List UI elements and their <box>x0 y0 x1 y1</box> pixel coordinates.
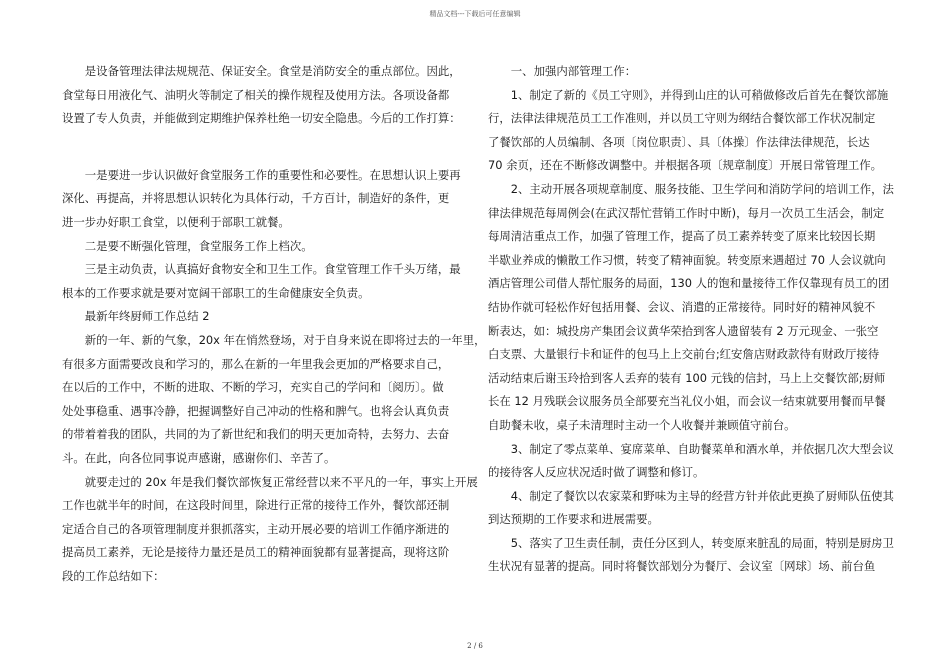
text-line: 的带着着我的团队，共同的为了新世纪和我们的明天更加奇特，去努力、去奋 <box>62 427 450 442</box>
paragraph-gap <box>62 131 464 164</box>
text-line: 工作也就半年的时间，在这段时间里，除进行正常的接待工作外，餐饮部还制 <box>62 498 450 513</box>
text-line: 白支票、大量银行卡和证件的包马上上交前台;红安詹店财政款待有财政厅接待 <box>488 347 880 362</box>
text-line: 断表达，如：城投房产集团会议黄华荣拾到客人遗留装有 2 万元现金、一张空 <box>488 323 879 338</box>
text-line: 每周清洁重点工作，加强了管理工作，提高了员工素养转变了原来比较因长期 <box>488 229 876 244</box>
text-line: 食堂每日用液化气、油明火等制定了相关的操作规程及使用方法。各项设备都 <box>62 87 450 102</box>
text-line: 一是要进一步认识做好食堂服务工作的重要性和必要性。在思想认识上要再 <box>62 167 461 182</box>
text-line: 的接待客人反应状况适时做了调整和修订。 <box>488 465 705 480</box>
left-column <box>62 60 486 588</box>
right-column <box>488 60 894 579</box>
text-line: 深化、再提高，并将思想认识转化为具体行动，千方百计，制造好的条件，更 <box>62 191 450 206</box>
text-line: 活动结束后谢玉玲拾到客人丢弃的装有 100 元钱的信封，马上上交餐饮部;厨师 <box>488 370 886 385</box>
text-line: 长在 12 月残联会议服务员全部要充当礼仪小姐，而会议一结束就要用餐而早餐 <box>488 394 886 409</box>
text-line: 提高员工素养，无论是接待力量还是员工的精神面貌都有显著提高，现将这阶 <box>62 545 450 560</box>
text-line: 酒店管理公司借人帮忙服务的局面，130 人的饱和量接待工作仅靠现有员工的团 <box>488 276 890 291</box>
text-line: 根本的工作要求就是要对宽阔干部职工的生命健康安全负责。 <box>62 285 370 300</box>
text-line: 4、制定了餐饮以农家菜和野味为主导的经营方针并依此更换了厨师队伍使其 <box>488 488 894 503</box>
text-line: 生状况有显著的提高。同时将餐饮部划分为餐厅、会议室〔网球〕场、前台鱼 <box>488 559 876 574</box>
text-line: 5、落实了卫生责任制，责任分区到人，转变原来脏乱的局面，特别是厨房卫 <box>488 535 894 550</box>
section-heading: 一、加强内部管理工作： <box>488 64 637 78</box>
text-line: 自助餐未收，桌子未清理时主动一个人收餐并兼顾值守前台。 <box>488 417 796 432</box>
text-line: 定适合自己的各项管理制度并狠抓落实，主动开展必要的培训工作循序渐进的 <box>62 521 450 536</box>
text-line: 半歇业养成的懒散工作习惯，转变了精神面貌。转变原来遇超过 70 人会议就向 <box>488 252 886 267</box>
text-line: 二是要不断强化管理，食堂服务工作上档次。 <box>62 238 313 253</box>
page-header: 精品文档---下载后可任意编辑 <box>429 10 521 18</box>
text-line: 3、制定了零点菜单、宴席菜单、自助餐菜单和酒水单，并依据几次大型会议 <box>488 441 894 456</box>
text-line: 斗。在此，向各位同事说声感谢，感谢你们、辛苦了。 <box>62 450 336 465</box>
section-heading: 最新年终厨师工作总结 2 <box>62 309 210 324</box>
text-line: 1、制定了新的《员工守则》，并得到山庄的认可稍做修改后首先在餐饮部施 <box>488 87 889 102</box>
text-line: 了餐饮部的人员编制、各项〔岗位职责〕、具〔体操〕作法律法律规范，长达 <box>488 134 870 149</box>
text-line: 行，法律法律规范员工工作准则，并以员工守则为纲结合餐饮部工作状况制定 <box>488 111 876 126</box>
text-line: 段的工作总结如下： <box>62 568 165 583</box>
text-line: 70 余页，还在不断修改调整中。并根据各项〔规章制度〕开展日常管理工作。 <box>488 158 883 173</box>
text-line: 新的一年、新的气象，20x 年在悄然登场，对于自身来说在即将过去的一年里， <box>62 332 486 347</box>
text-line: 有很多方面需要改良和学习的，那么在新的一年里我会更加的严格要求自己， <box>62 356 450 371</box>
text-line: 2、主动开展各项规章制度、服务技能、卫生学问和消防学问的培训工作，法 <box>488 181 894 196</box>
text-line: 处处事稳重、遇事冷静，把握调整好自己冲动的性格和脾气。也将会认真负责 <box>62 403 450 418</box>
text-line: 结协作就可轻松作好包括用餐、会议、消遣的正常接待。同时好的精神风貌不 <box>488 299 876 314</box>
text-line: 到达预期的工作要求和进展需要。 <box>488 512 659 527</box>
text-line: 三是主动负责，认真搞好食物安全和卫生工作。食堂管理工作千头万绪，最 <box>62 262 461 277</box>
text-line: 设置了专人负责，并能做到定期维护保养杜绝一切安全隐患。今后的工作打算： <box>62 111 461 126</box>
text-line: 进一步办好职工食堂，以便利于部职工就餐。 <box>62 214 290 229</box>
text-line: 律法律规范每周例会(在武汉帮忙营销工作时中断)，每月一次员工生活会，制定 <box>488 205 885 220</box>
page-number: 2 / 6 <box>467 642 483 650</box>
text-line: 在以后的工作中，不断的进取、不断的学习，充实自己的学问和〔阅历〕。做 <box>62 380 444 395</box>
text-line: 就要走过的 20x 年是我们餐饮部恢复正常经营以来不平凡的一年，事实上开展 <box>62 474 478 489</box>
text-line: 是设备管理法律法规规范、保证安全。食堂是消防安全的重点部位。因此， <box>62 64 461 78</box>
